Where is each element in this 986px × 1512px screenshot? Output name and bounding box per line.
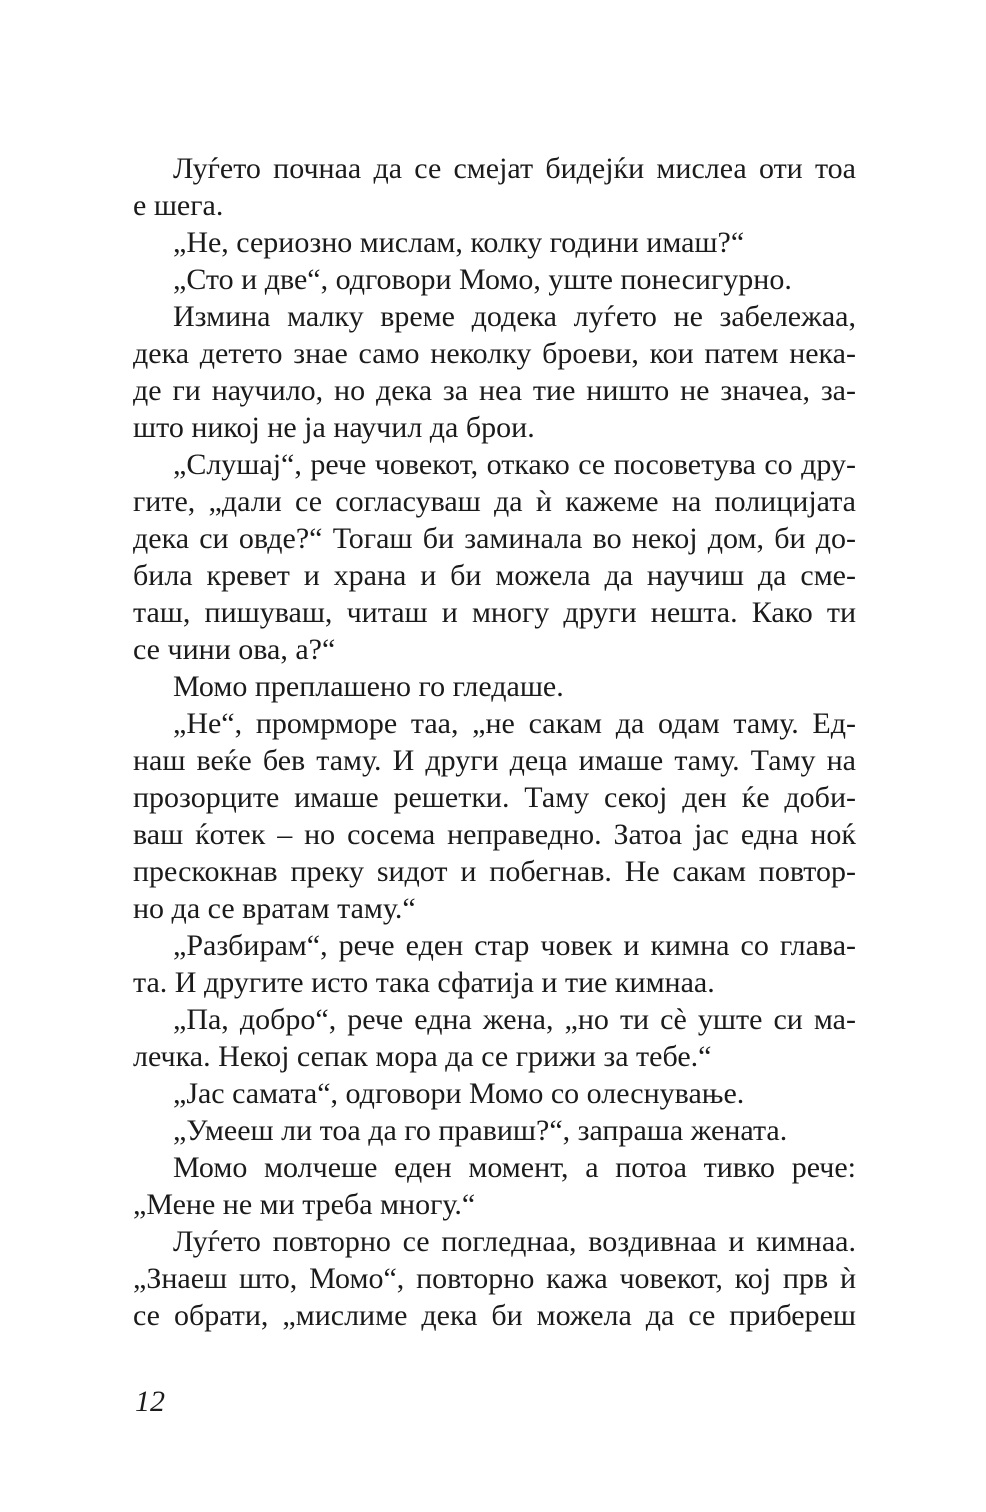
paragraph <box>133 705 856 927</box>
text-line: се чини ова, а?“ <box>133 633 336 666</box>
text-line: „Разбирам“, рече еден стар човек и кимна со глава- <box>173 929 856 962</box>
text-line: таш, пишуваш, читаш и многу други нешта. Како ти <box>133 596 856 629</box>
paragraph <box>133 1112 856 1149</box>
text-line: дека детето знае само неколку броеви, кои патем нека- <box>133 337 856 370</box>
text-line: се обрати, „мислиме дека би можела да се прибереш <box>133 1299 856 1332</box>
text-line: „Умееш ли тоа да го правиш?“, запраша жената. <box>173 1114 788 1147</box>
text-line: „Сто и две“, одговори Момо, уште понесигурно. <box>173 263 792 296</box>
text-line: „Мене не ми треба многу.“ <box>133 1188 476 1221</box>
text-line: Измина малку време додека луѓето не забележаа, <box>173 300 856 333</box>
text-line: „Не“, промрморе таа, „не сакам да одам таму. Ед- <box>173 707 856 740</box>
text-line: „Па, добро“, рече една жена, „но ти сè уште си ма- <box>173 1003 856 1036</box>
text-line: „Слушај“, рече човекот, откако се посоветува со дру- <box>173 448 856 481</box>
paragraph <box>133 1075 856 1112</box>
text-line: прескокнав преку ѕидот и побегнав. Не сакам повтор- <box>133 855 856 888</box>
text-line: што никој не ја научил да брои. <box>133 411 535 444</box>
text-line: лечка. Некој сепак мора да се грижи за тебе.“ <box>133 1040 712 1073</box>
paragraph <box>133 298 856 446</box>
paragraph <box>133 1149 856 1223</box>
paragraph <box>133 150 856 224</box>
text-line: „Јас самата“, одговори Момо со олеснување. <box>173 1077 745 1110</box>
paragraph <box>133 446 856 668</box>
paragraph <box>133 668 856 705</box>
page-number: 12 <box>135 1385 165 1418</box>
text-line: гите, „дали се согласуваш да ѝ кажеме на полицијата <box>133 485 856 518</box>
paragraph <box>133 224 856 261</box>
text-line: прозорците имаше решетки. Таму секој ден ќе доби- <box>133 781 856 814</box>
text-line: била кревет и храна и би можела да научиш да сме- <box>133 559 856 592</box>
text-line: дека си овде?“ Тогаш би заминала во некој дом, би до- <box>133 522 856 555</box>
paragraph <box>133 1223 856 1334</box>
text-line: Момо молчеше еден момент, а потоа тивко рече: <box>173 1151 856 1184</box>
page-text <box>133 150 856 1334</box>
text-line: Луѓето почнаа да се смејат бидејќи мислеа оти тоа <box>173 152 856 185</box>
text-line: та. И другите исто така сфатија и тие кимнаа. <box>133 966 715 999</box>
text-line: наш веќе бев таму. И други деца имаше таму. Таму на <box>133 744 856 777</box>
text-line: Луѓето повторно се погледнаа, воздивнаа и кимнаа. <box>173 1225 856 1258</box>
text-line: но да се вратам таму.“ <box>133 892 416 925</box>
text-line: Момо преплашено го гледаше. <box>173 670 564 703</box>
text-line: ваш ќотек – но сосема неправедно. Затоа јас една ноќ <box>133 818 856 851</box>
paragraph <box>133 927 856 1001</box>
text-line: „Знаеш што, Момо“, повторно кажа човекот, кој прв ѝ <box>133 1262 856 1295</box>
paragraph <box>133 261 856 298</box>
text-line: де ги научило, но дека за неа тие ништо не значеа, за- <box>133 374 856 407</box>
paragraph <box>133 1001 856 1075</box>
text-line: е шега. <box>133 189 224 222</box>
text-line: „Не, сериозно мислам, колку години имаш?“ <box>173 226 745 259</box>
